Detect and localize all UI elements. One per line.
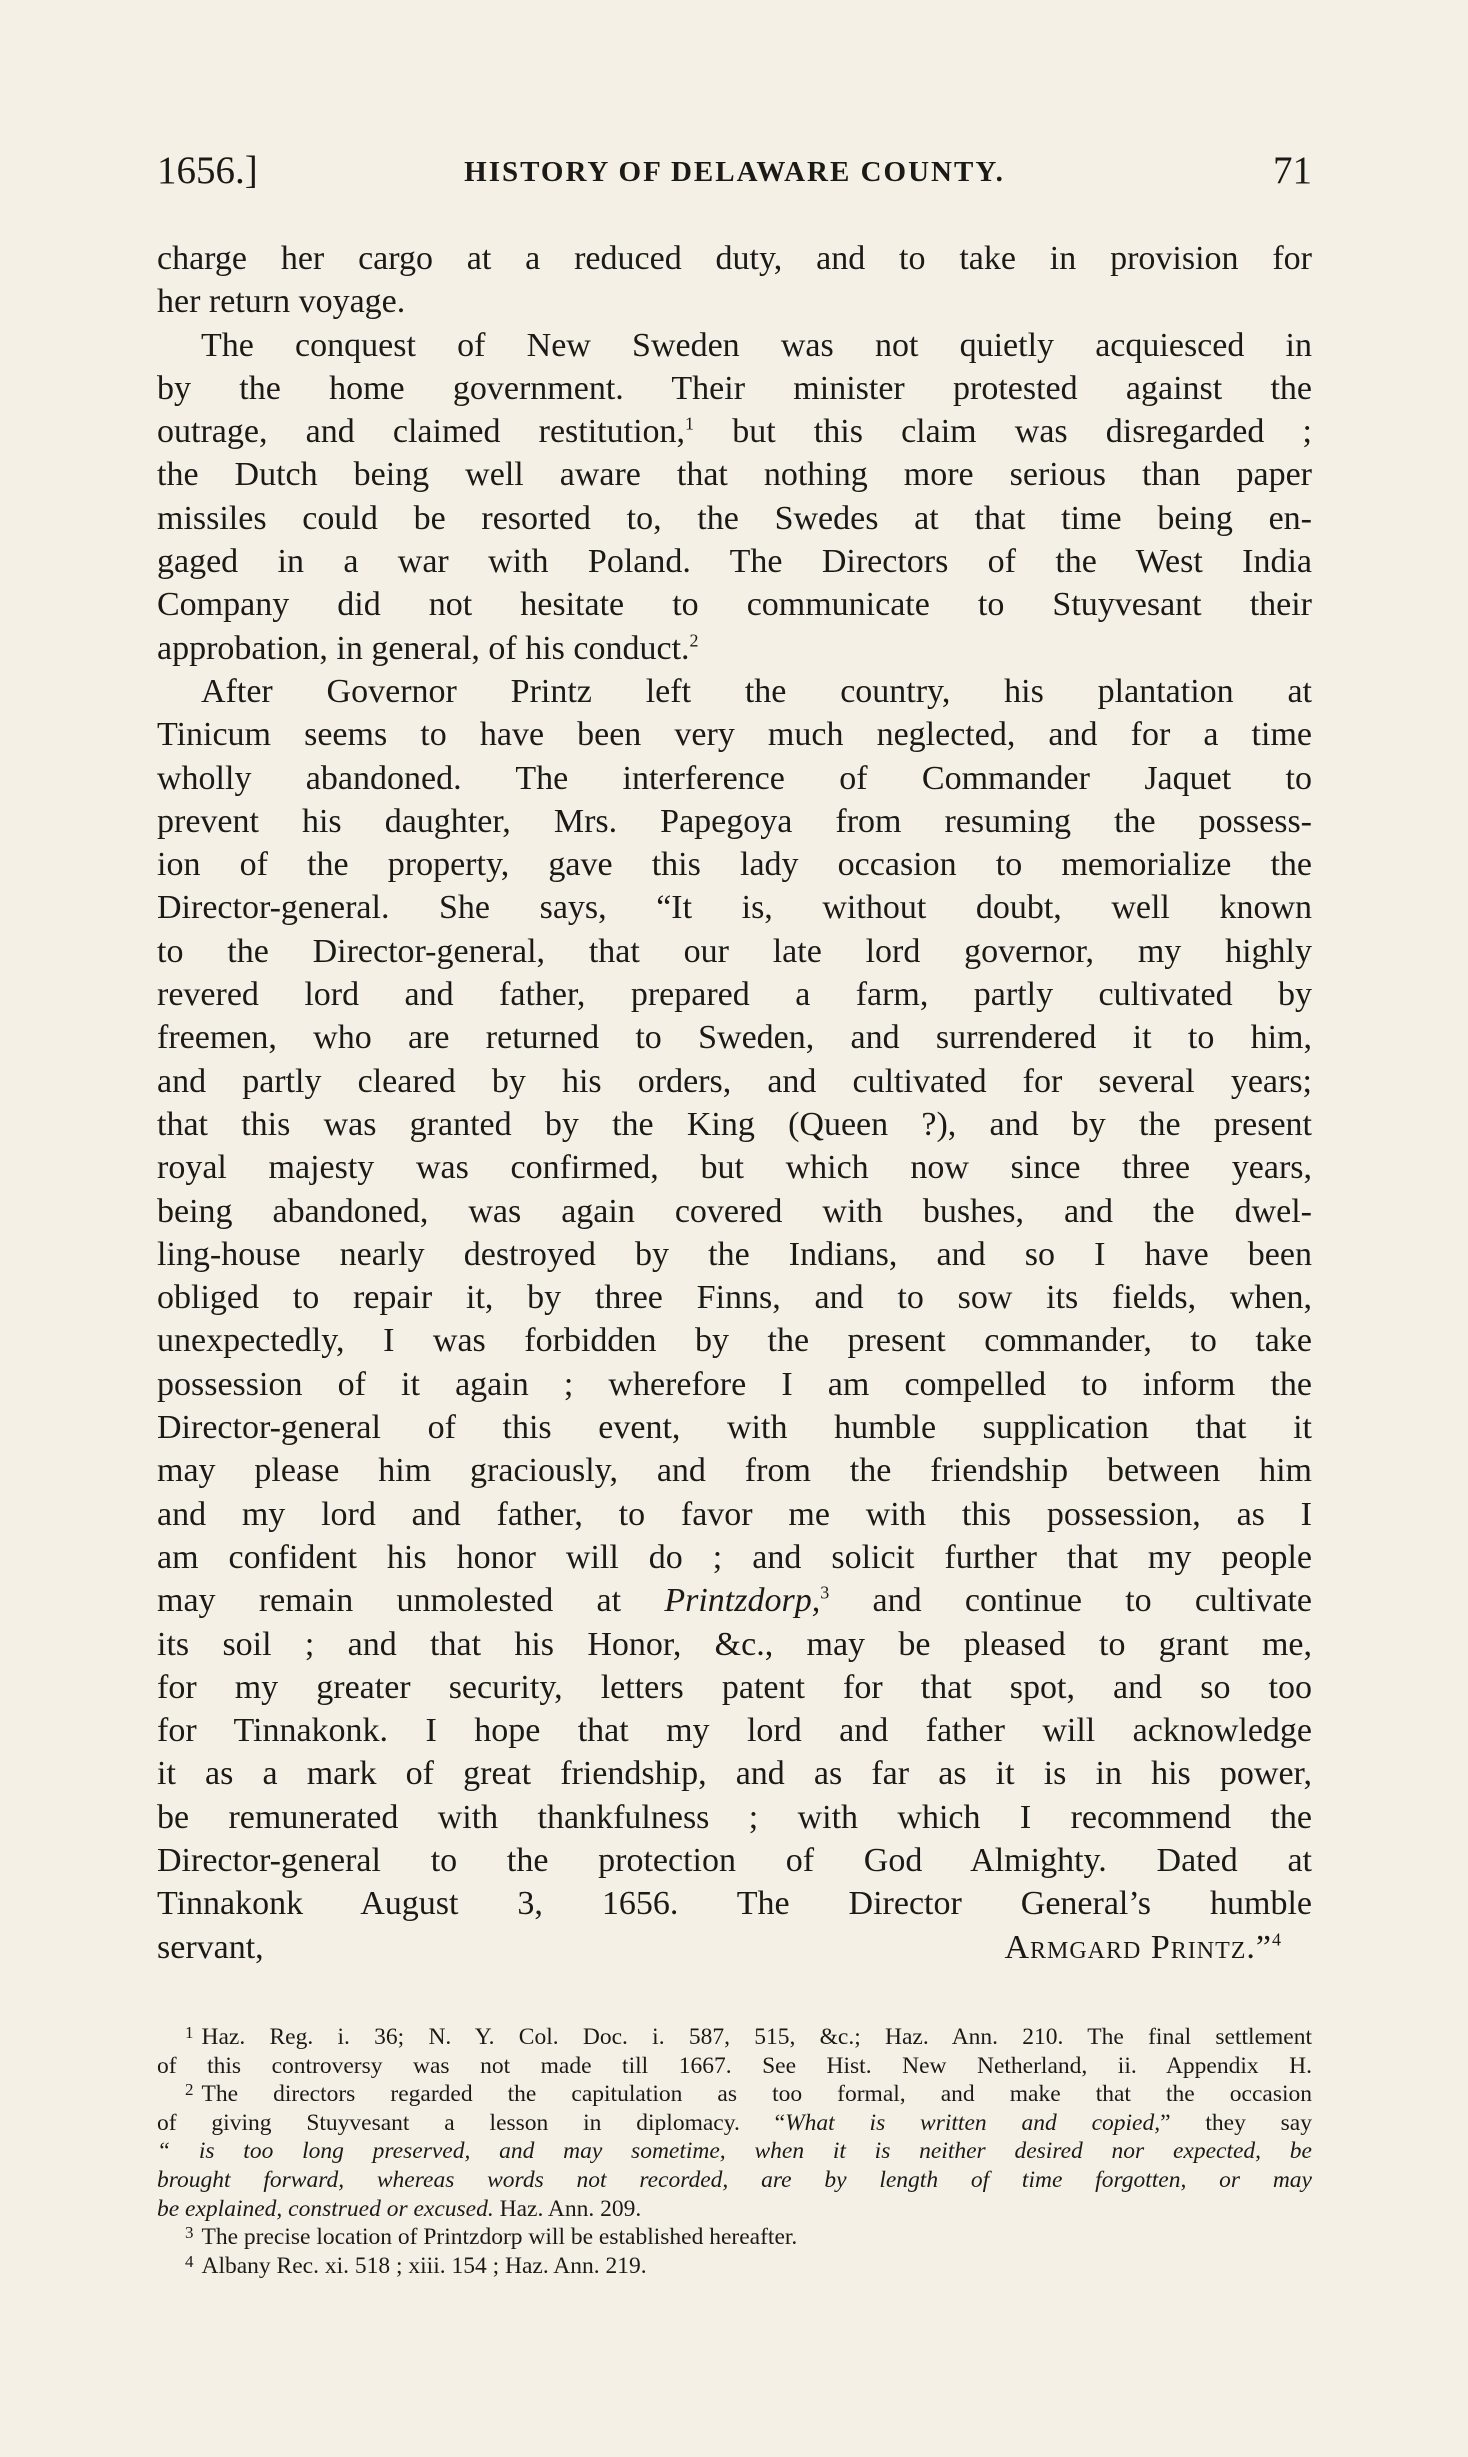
text-line: Director-general. She says, “It is, without doubt, well known [157, 889, 1312, 927]
header-year: 1656.] [157, 149, 258, 192]
footnote-line: $^3$ The precise location of Printzdorp will be established hereafter. [185, 2223, 798, 2251]
footnote-line: $^2$ The directors regarded the capitulation as too formal, and make that the occasion [185, 2080, 1312, 2108]
text-line: After Governor Printz left the country, his plantation at [201, 672, 1312, 710]
text-line: by the home government. Their minister protested against the [157, 369, 1312, 407]
footnote-line: “ is too long preserved, and may sometime, when it is neither desired nor expected, be [157, 2138, 1312, 2165]
running-header [157, 148, 1312, 208]
footnote-line: $^1$ Haz. Reg. i. 36; N. Y. Col. Doc. i. 587, 515, &c.; Haz. Ann. 210. The final settlement [185, 2023, 1312, 2050]
text-line: outrage, and claimed restitution,$^1$ but this claim was disregarded ; [157, 413, 1313, 451]
text-line: for my greater security, letters patent for that spot, and so too [157, 1668, 1312, 1706]
text-line: wholly abandoned. The interference of Commander Jaquet to [157, 759, 1312, 797]
footnote-line: be explained, construed or excused. Haz. Ann. 209. [157, 2195, 642, 2222]
text-line: Company did not hesitate to communicate to Stuyvesant their [157, 586, 1312, 624]
footnote-line: of giving Stuyvesant a lesson in diplomacy. “What is written and copied,” they say [157, 2109, 1312, 2136]
text-line: obliged to repair it, by three Finns, and to sow its fields, when, [157, 1279, 1312, 1317]
text-line: to the Director-general, that our late lord governor, my highly [157, 932, 1312, 970]
text-line: The conquest of New Sweden was not quietly acquiesced in [201, 326, 1312, 364]
main-text [157, 237, 1312, 1969]
page-number: 71 [1273, 149, 1312, 192]
text-line: and partly cleared by his orders, and cultivated for several years; [157, 1062, 1312, 1100]
text-line: ling-house nearly destroyed by the Indians, and so I have been [157, 1235, 1312, 1273]
text-line: ion of the property, gave this lady occasion to memorialize the [157, 846, 1312, 884]
footnote-ref: 1 [685, 413, 695, 434]
footnote-ref: 4 [1272, 1929, 1282, 1950]
text-line: may remain unmolested at Printzdorp,$^3$ and continue to cultivate [157, 1582, 1312, 1620]
text-line: am confident his honor will do ; and solicit further that my people [157, 1538, 1312, 1576]
text-line: the Dutch being well aware that nothing more serious than paper [157, 456, 1312, 494]
text-line: Director-general of this event, with humble supplication that it [157, 1409, 1312, 1447]
text-line: missiles could be resorted to, the Swedes at that time being en- [157, 499, 1312, 537]
text-line: prevent his daughter, Mrs. Papegoya from resuming the possess- [157, 802, 1312, 840]
text-line: its soil ; and that his Honor, &c., may be pleased to grant me, [157, 1625, 1312, 1663]
footnote-ref: 3 [820, 1582, 830, 1603]
footnote-line: brought forward, whereas words not recorded, are by length of time forgotten, or may [157, 2166, 1312, 2193]
text-line: gaged in a war with Poland. The Directors of the West India [157, 543, 1312, 581]
signature-name: Armgard Printz.”$^4$ [1004, 1928, 1282, 1966]
signature-line: servant, Armgard Printz.”$^4$ [157, 1926, 1312, 1969]
text-line: freemen, who are returned to Sweden, and surrendered it to him, [157, 1019, 1312, 1057]
text-line: her return voyage. [157, 283, 406, 321]
footnote-ref: 2 [689, 630, 699, 651]
footnotes [157, 2023, 1312, 2280]
text-line: approbation, in general, of his conduct.$^2$ [157, 629, 699, 667]
text-line: Director-general to the protection of God Almighty. Dated at [157, 1841, 1312, 1879]
text-line: royal majesty was confirmed, but which now since three years, [157, 1149, 1312, 1187]
text-line: Tinicum seems to have been very much neglected, and for a time [157, 716, 1312, 754]
header-title: HISTORY OF DELAWARE COUNTY. [464, 156, 1005, 188]
text-line: may please him graciously, and from the friendship between him [157, 1452, 1312, 1490]
text-line: and my lord and father, to favor me with this possession, as I [157, 1495, 1312, 1533]
text-line: for Tinnakonk. I hope that my lord and father will acknowledge [157, 1712, 1312, 1750]
text-line: unexpectedly, I was forbidden by the present commander, to take [157, 1322, 1312, 1360]
text-line: be remunerated with thankfulness ; with which I recommend the [157, 1798, 1312, 1836]
text-line: possession of it again ; wherefore I am compelled to inform the [157, 1365, 1312, 1403]
text-line: Tinnakonk August 3, 1656. The Director General’s humble [157, 1885, 1312, 1923]
footnote-line: $^4$ Albany Rec. xi. 518 ; xiii. 154 ; Haz. Ann. 219. [185, 2251, 647, 2279]
text-line: charge her cargo at a reduced duty, and to take in provision for [157, 240, 1312, 277]
text-line: revered lord and father, prepared a farm, partly cultivated by [157, 976, 1312, 1014]
text-line: being abandoned, was again covered with bushes, and the dwel- [157, 1192, 1312, 1230]
text-line: that this was granted by the King (Queen ?), and by the present [157, 1105, 1312, 1143]
footnote-line: of this controversy was not made till 1667. See Hist. New Netherland, ii. Appendix H. [157, 2052, 1312, 2079]
text-line: it as a mark of great friendship, and as far as it is in his power, [157, 1755, 1312, 1793]
